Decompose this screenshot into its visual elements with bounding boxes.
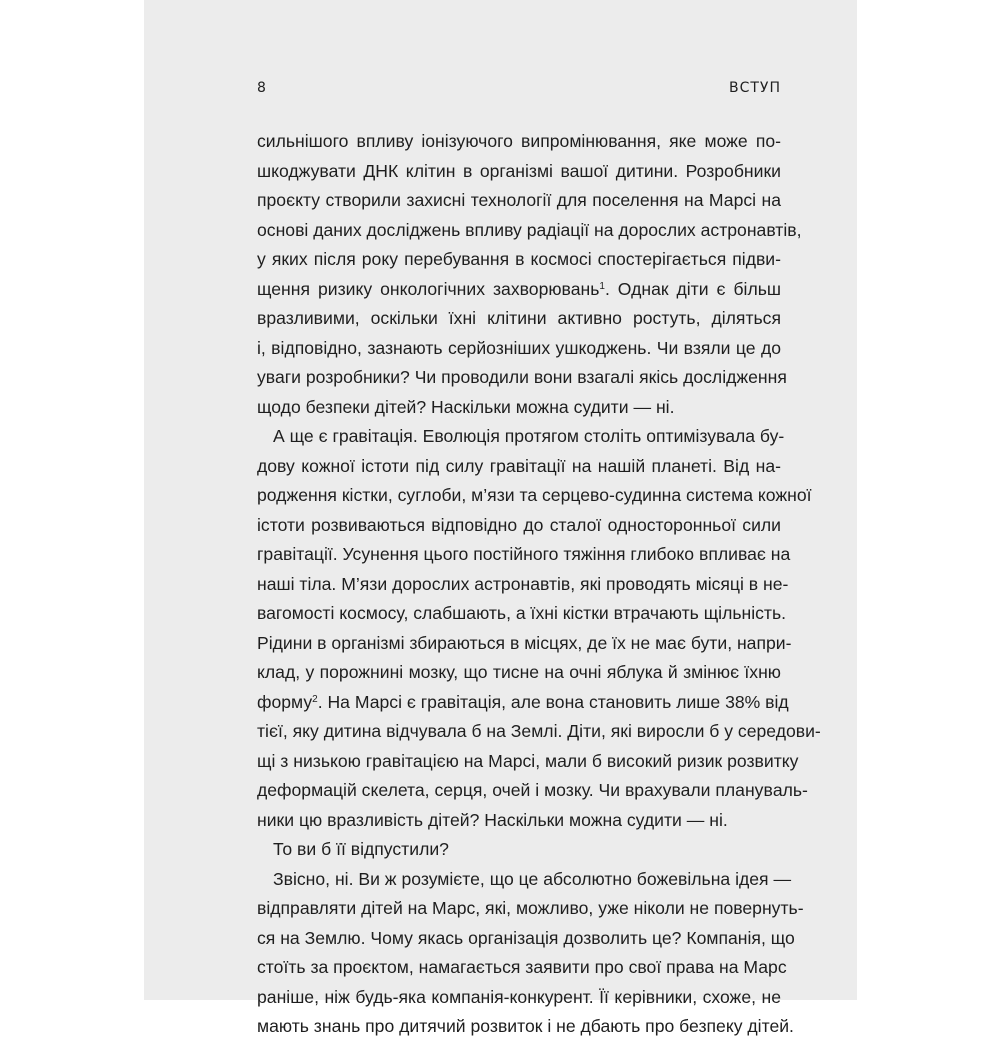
text-line: щодо безпеки дітей? Наскільки можна судити — ні. [257, 396, 675, 417]
text-line: деформацій скелета, серця, очей і мозку. Чи врахували планувaль- [257, 780, 808, 800]
text-line: вагомості космосу, слабшають, а їхні кістки втрачають щільність. [257, 603, 787, 623]
text-line: уваги розробники? Чи проводили вони взагалі якісь дослідження [257, 367, 787, 387]
text-segment: . Однак діти є більш [604, 278, 782, 299]
text-line: сильнішого впливу іонізуючого випромінювання, яке може по- [257, 131, 781, 151]
body-text [257, 127, 821, 1042]
text-line: А ще є гравітація. Еволюція протягом століть оптимізувала бу- [273, 426, 785, 446]
text-line: тієї, яку дитина відчувала б на Землі. Діти, які виросли б у середови- [257, 721, 821, 741]
text-line: основі даних досліджень впливу радіації на дорослих астронавтів, [257, 219, 802, 240]
text-line: мають знань про дитячий розвиток і не дбають про безпеку дітей. [257, 1016, 794, 1036]
text-line: раніше, ніж будь-яка компанія-конкурент. Її керівники, схоже, не [257, 986, 781, 1007]
text-line: ники цю вразливість дітей? Наскільки можна судити — ні. [257, 809, 728, 830]
text-line: клад, у порожнині мозку, що тисне на очні яблука й змінює їхню [257, 662, 781, 682]
text-line: відправляти дітей на Марс, які, можливо, уже ніколи не повернуть- [257, 898, 804, 918]
text-segment: щення ризику онкологічних захворювань [257, 278, 600, 299]
text-line [257, 275, 781, 305]
text-line: Рідини в організмі збираються в місцях, де їх не має бути, напри- [257, 632, 792, 653]
text-segment: форму [257, 691, 313, 712]
page-number: 8 [257, 80, 267, 96]
text-line: гравітації. Усунення цього постійного тяжіння глибоко впливає на [257, 544, 791, 564]
text-line: і, відповідно, зазнають серйозніших ушкоджень. Чи взяли це до [257, 337, 781, 358]
text-line: ся на Землю. Чому якась організація дозволить це? Компанія, що [257, 927, 795, 948]
text-line: істоти розвиваються відповідно до сталої односторонньої сили [257, 514, 781, 535]
footnote-marker[interactable]: 1 [599, 280, 605, 292]
text-line: Звісно, ні. Ви ж розумієте, що це абсолютно божевільна ідея — [273, 868, 792, 889]
text-line: дову кожної істоти під силу гравітації на нашій планеті. Від на- [257, 455, 781, 476]
text-line: стоїть за проєктом, намагається заявити про свої права на Марс [257, 957, 787, 977]
text-line: родження кістки, суглоби, м’язи та серцево-судинна система кожної [257, 485, 812, 505]
text-segment: . На Марсі є гравітація, але вона становить лише 38% від [317, 691, 789, 712]
text-line: у яких після року перебування в космосі спостерігається підви- [257, 249, 781, 269]
text-line: То ви б її відпустили? [273, 839, 449, 859]
text-line: наші тіла. М’язи дорослих астронавтів, які проводять місяці в не- [257, 573, 789, 594]
text-line: щі з низькою гравітацією на Марсі, мали б високий ризик розвитку [257, 750, 799, 771]
section-title: ВСТУП [729, 80, 781, 96]
book-page [144, 0, 857, 1036]
text-line [257, 688, 789, 718]
text-line: шкоджувати ДНК клітин в організмі вашої дитини. Розробники [257, 160, 781, 181]
text-line: проєкту створили захисні технології для поселення на Марсі на [257, 190, 781, 210]
footnote-marker[interactable]: 2 [312, 693, 318, 705]
text-line: вразливими, оскільки їхні клітини активно ростуть, діляться [257, 308, 781, 328]
